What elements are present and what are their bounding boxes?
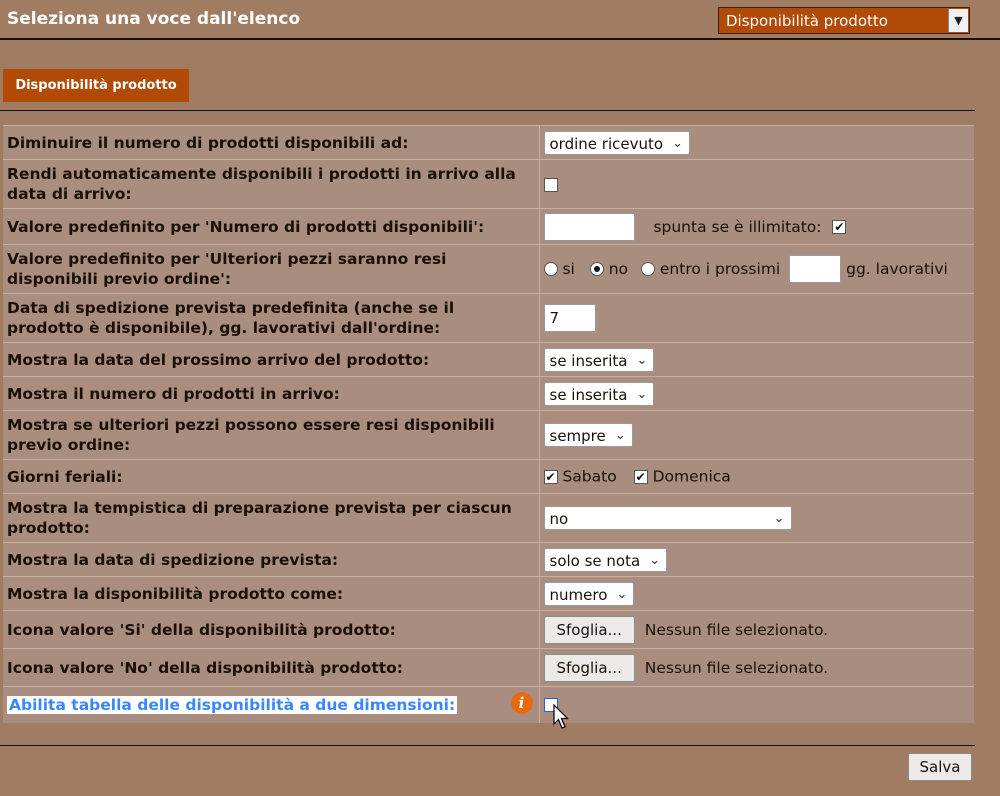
page-title: Seleziona una voce dall'elenco <box>7 9 301 29</box>
table-row <box>3 245 974 294</box>
check-icon: ✔ <box>834 219 845 234</box>
domenica-label: Domenica <box>652 467 731 486</box>
table-row <box>3 209 974 245</box>
row-label: Diminuire il numero di prodotti disponibili ad: <box>3 126 539 160</box>
days-input[interactable] <box>789 255 841 283</box>
chevron-down-icon: ⌄ <box>614 428 626 443</box>
divider <box>0 110 975 111</box>
select-value: se inserita <box>549 385 628 404</box>
table-row <box>3 649 974 687</box>
incoming-count-select[interactable] <box>544 382 655 406</box>
tab-disponibilita-prodotto[interactable]: Disponibilità prodotto <box>3 69 189 102</box>
chevron-down-icon[interactable]: ▼ <box>948 9 968 32</box>
file-status: Nessun file selezionato. <box>644 620 829 639</box>
row-label: Mostra la data del prossimo arrivo del prodotto: <box>3 343 539 377</box>
next-arrival-select[interactable] <box>544 348 655 372</box>
chevron-down-icon: ⌄ <box>672 135 684 151</box>
table-row <box>3 460 974 494</box>
row-label: Icona valore 'No' della disponibilità prodotto: <box>3 649 539 687</box>
check-icon: ✔ <box>545 469 556 484</box>
save-button[interactable]: Salva <box>908 753 972 781</box>
two-dimension-table-label: Abilita tabella delle disponibilità a due dimensioni: <box>9 695 456 714</box>
table-row <box>3 687 974 723</box>
chevron-down-icon: ⌄ <box>616 586 628 602</box>
row-label: Rendi automaticamente disponibili i prodotti in arrivo alla data di arrivo: <box>3 160 539 209</box>
shipping-days-input[interactable]: 7 <box>544 304 596 332</box>
unlimited-checkbox[interactable] <box>832 220 846 234</box>
sabato-checkbox[interactable] <box>544 470 558 484</box>
row-label: Data di spedizione prevista predefinita (anche se il prodotto è disponibile), gg. lavorativi dall'ordine: <box>3 294 539 343</box>
radio-no-label: no <box>608 260 629 278</box>
table-row <box>3 411 974 460</box>
check-icon: ✔ <box>635 469 646 484</box>
radio-si-label: si <box>562 260 575 278</box>
table-row <box>3 494 974 543</box>
file-status: Nessun file selezionato. <box>644 658 829 677</box>
radio-entro-label: entro i prossimi <box>659 260 781 278</box>
sabato-label: Sabato <box>562 467 617 486</box>
radio-entro[interactable] <box>641 262 655 276</box>
display-as-select[interactable] <box>544 582 635 606</box>
default-quantity-input[interactable] <box>544 213 635 241</box>
unlimited-label: spunta se è illimitato: <box>653 217 822 236</box>
days-suffix: gg. lavorativi <box>846 260 948 278</box>
backorder-select[interactable] <box>544 423 633 447</box>
table-row <box>3 126 974 160</box>
row-label: Valore predefinito per 'Ulteriori pezzi saranno resi disponibili previo ordine': <box>3 245 539 294</box>
row-label: Mostra la tempistica di preparazione prevista per ciascun prodotto: <box>3 494 539 543</box>
domenica-checkbox[interactable] <box>634 470 648 484</box>
shipping-date-select[interactable] <box>544 548 668 572</box>
select-value: se inserita <box>549 351 628 370</box>
table-row <box>3 377 974 411</box>
table-row <box>3 343 974 377</box>
top-bar <box>0 0 1000 40</box>
select-value: solo se nota <box>549 551 641 570</box>
table-row <box>3 160 974 209</box>
chevron-down-icon: ⌄ <box>649 552 661 568</box>
table-row <box>3 577 974 611</box>
browse-si-button[interactable]: Sfoglia... <box>544 616 635 644</box>
select-value: no <box>549 510 569 528</box>
section-select-value: Disponibilità prodotto <box>726 12 888 30</box>
chevron-down-icon: ⌄ <box>773 511 785 526</box>
row-label: Mostra il numero di prodotti in arrivo: <box>3 377 539 411</box>
preparation-time-select[interactable] <box>544 506 792 530</box>
row-label: Mostra la data di spedizione prevista: <box>3 543 539 577</box>
select-value: sempre <box>549 427 606 445</box>
row-label: Mostra se ulteriori pezzi possono essere resi disponibili previo ordine: <box>3 411 539 460</box>
select-value: ordine ricevuto <box>549 134 664 153</box>
radio-no[interactable] <box>590 262 604 276</box>
row-label: Giorni feriali: <box>3 460 539 494</box>
decrease-stock-select[interactable] <box>544 131 691 155</box>
table-row <box>3 543 974 577</box>
settings-table <box>3 125 974 723</box>
browse-no-button[interactable]: Sfoglia... <box>544 654 635 682</box>
table-row <box>3 611 974 649</box>
auto-available-checkbox[interactable] <box>544 178 558 192</box>
info-icon[interactable]: i <box>511 692 533 714</box>
row-label: Valore predefinito per 'Numero di prodotti disponibili': <box>3 209 539 245</box>
radio-si[interactable] <box>544 262 558 276</box>
mouse-cursor-icon <box>553 704 569 730</box>
section-select[interactable] <box>718 7 970 34</box>
chevron-down-icon: ⌄ <box>636 352 648 368</box>
divider <box>0 745 975 746</box>
table-row <box>3 294 974 343</box>
row-label: Icona valore 'Si' della disponibilità prodotto: <box>3 611 539 649</box>
select-value: numero <box>549 585 608 604</box>
chevron-down-icon: ⌄ <box>636 386 648 402</box>
row-label: Mostra la disponibilità prodotto come: <box>3 577 539 611</box>
